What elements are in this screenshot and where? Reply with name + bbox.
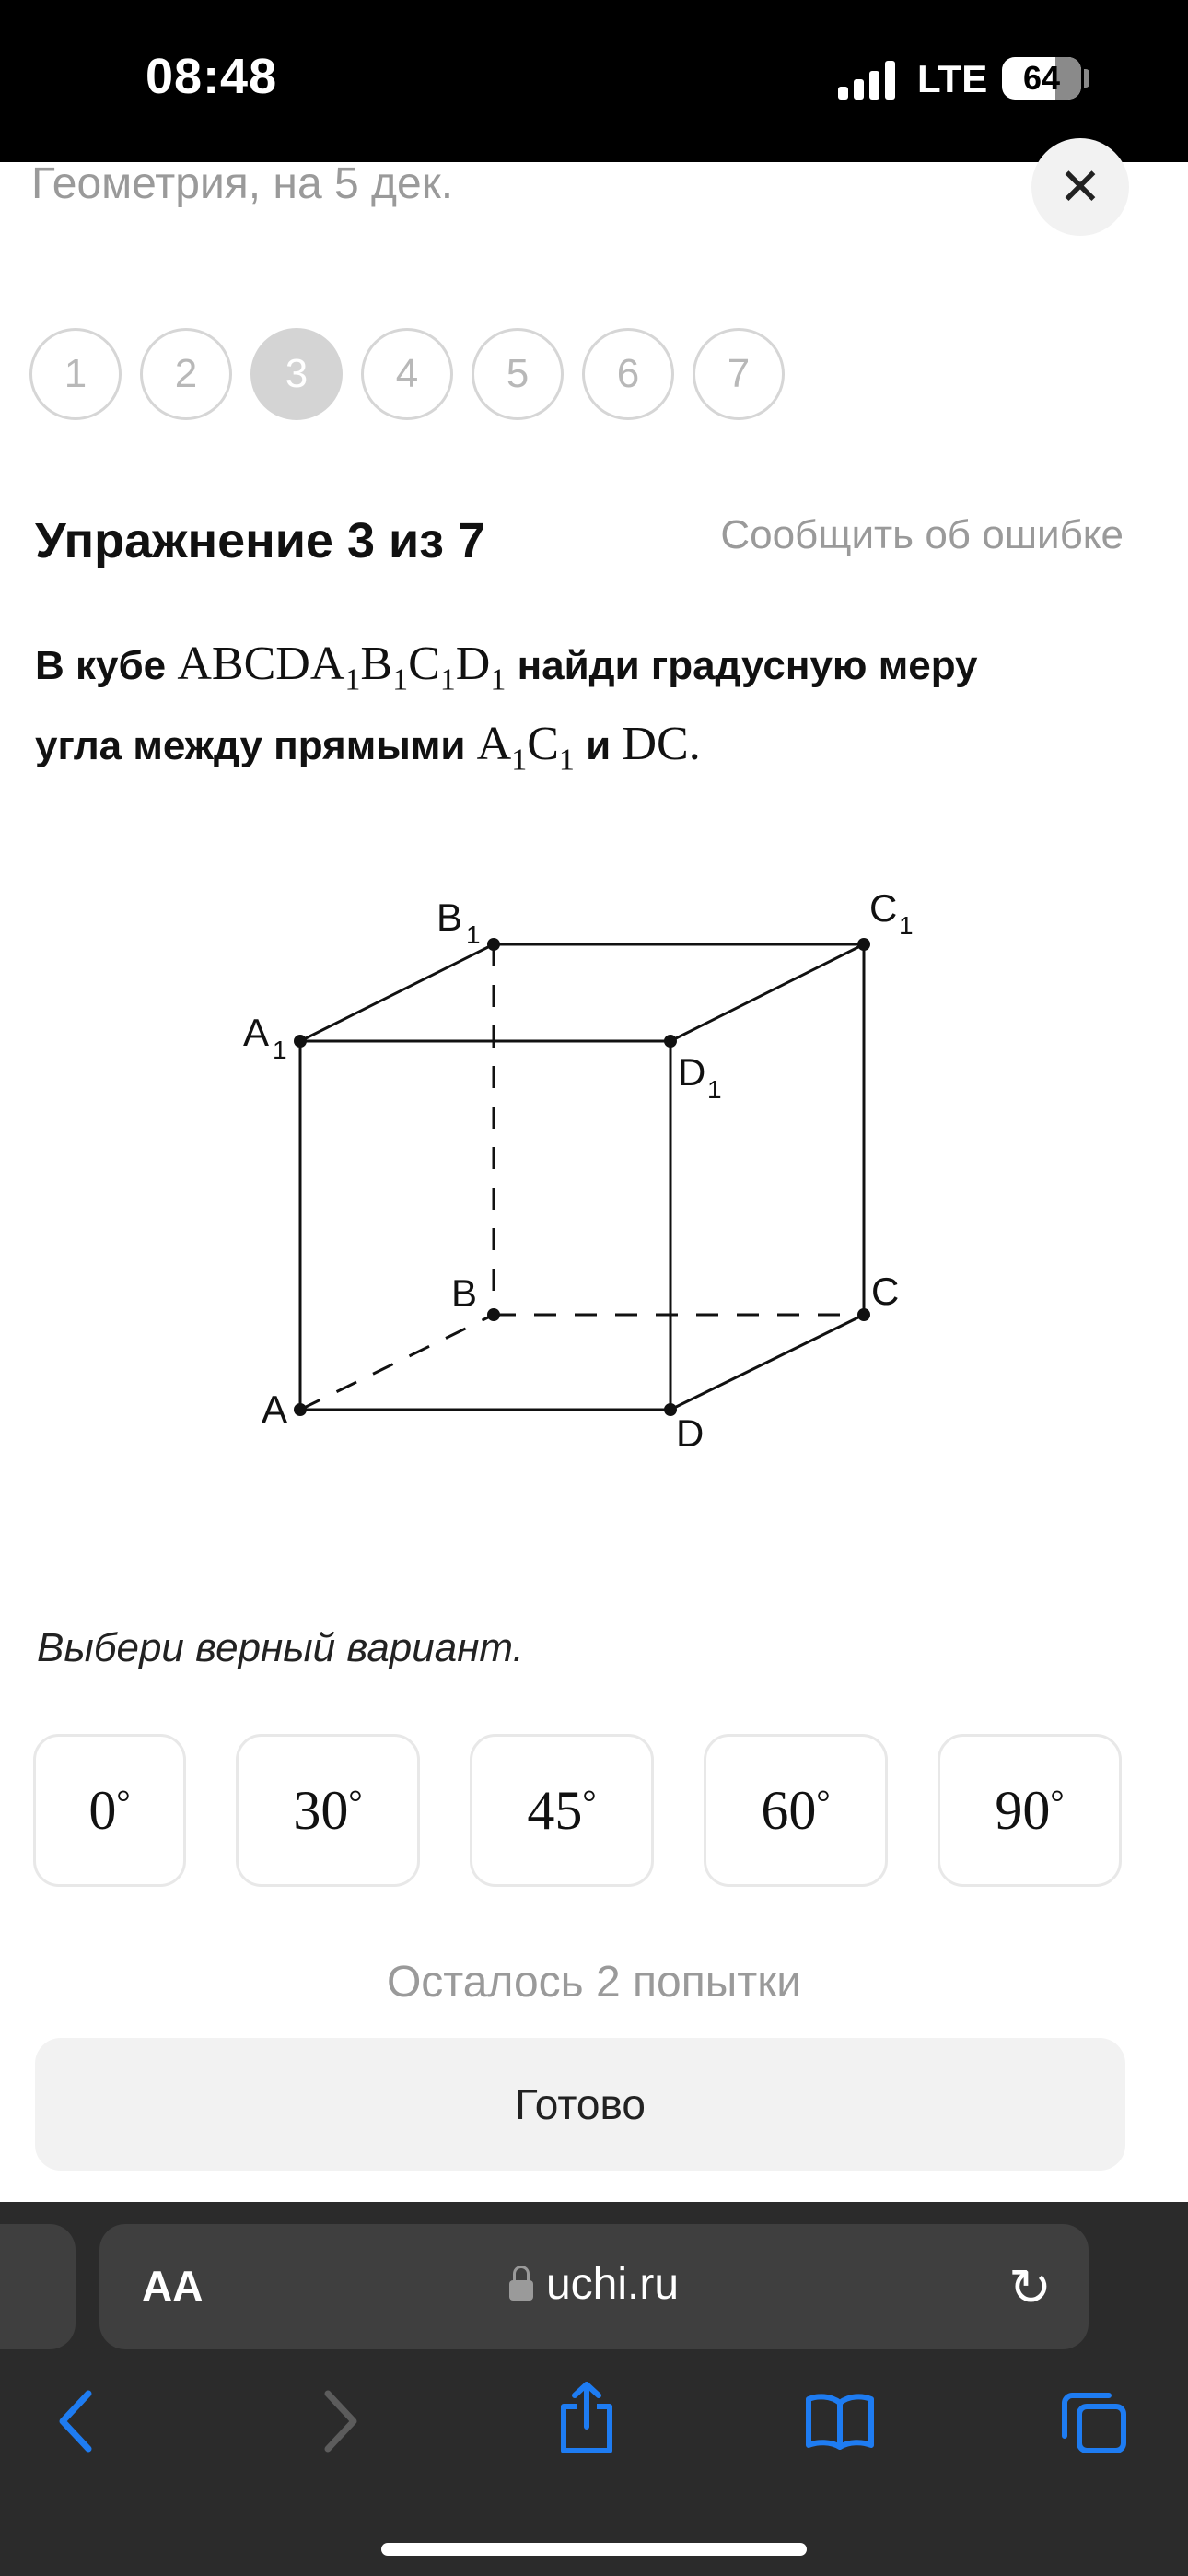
forward-icon[interactable]: [309, 2386, 365, 2456]
vertex-c1: [857, 938, 870, 951]
label-b1-sub: 1: [466, 920, 481, 949]
vertex-b: [487, 1308, 500, 1321]
share-icon[interactable]: [556, 2379, 617, 2456]
vertex-c: [857, 1308, 870, 1321]
close-button[interactable]: [1031, 138, 1129, 236]
label-b1: B: [437, 896, 463, 939]
edge-dc: [670, 1315, 864, 1410]
label-d1: D: [678, 1050, 706, 1094]
vertex-d: [664, 1403, 677, 1416]
back-icon[interactable]: [52, 2386, 107, 2456]
label-b: B: [451, 1271, 478, 1315]
step-4[interactable]: 4: [361, 328, 453, 420]
cube-figure: [0, 857, 1188, 1502]
battery-icon: [1002, 57, 1081, 100]
label-a1-sub: 1: [273, 1036, 287, 1064]
bookmarks-icon[interactable]: [805, 2392, 875, 2451]
battery-tip: [1084, 69, 1089, 88]
step-7[interactable]: 7: [693, 328, 785, 420]
exercise-title: Упражнение 3 из 7: [35, 513, 486, 568]
reader-settings-button[interactable]: AA: [142, 2262, 204, 2310]
label-d: D: [676, 1411, 705, 1455]
cube-name: $ABCDA_1B_1C_1D_1$: [177, 638, 507, 697]
lesson-title: Геометрия, на 5 дек.: [31, 159, 454, 208]
question-period: .: [688, 718, 701, 771]
status-bar: [0, 0, 1188, 162]
report-error-link[interactable]: Сообщить об ошибке: [720, 512, 1124, 557]
label-c1: C: [869, 886, 898, 930]
label-d1-sub: 1: [707, 1075, 722, 1104]
question-text: [35, 632, 1140, 793]
line-a1c1: $A_1C_1$: [476, 718, 575, 778]
attempts-left: Осталось 2 попытки: [386, 1958, 802, 2007]
close-icon: ✕: [1058, 158, 1102, 216]
url-text[interactable]: uchi.ru: [99, 2259, 1089, 2310]
label-a1: A: [243, 1011, 270, 1054]
edge-d1c1: [670, 944, 864, 1041]
option-90[interactable]: 90 °: [938, 1734, 1122, 1887]
vertex-a: [294, 1403, 307, 1416]
hint-text: Выбери верный вариант.: [37, 1625, 524, 1670]
option-0[interactable]: 0 °: [33, 1734, 186, 1887]
question-part: угла между прямыми: [35, 723, 466, 769]
vertex-a1: [294, 1035, 307, 1048]
question-part: и: [586, 723, 611, 769]
step-5[interactable]: 5: [472, 328, 564, 420]
vertex-b1: [487, 938, 500, 951]
reload-icon[interactable]: ↻: [1008, 2258, 1052, 2316]
step-2[interactable]: 2: [140, 328, 232, 420]
option-30[interactable]: 30 °: [236, 1734, 420, 1887]
done-button[interactable]: Готово: [35, 2038, 1125, 2171]
step-3[interactable]: 3: [250, 328, 343, 420]
line-dc: DC: [622, 718, 689, 771]
address-bar[interactable]: [99, 2224, 1089, 2349]
browser-toolbar: [0, 2202, 1188, 2576]
battery-level: 64: [1022, 59, 1061, 97]
previous-tab[interactable]: [0, 2224, 76, 2349]
question-part: В кубе: [35, 643, 167, 688]
home-indicator: [381, 2543, 807, 2556]
step-6[interactable]: 6: [582, 328, 674, 420]
signal-icon: [838, 61, 895, 100]
lock-icon: [509, 2280, 533, 2301]
status-time: 08:48: [146, 49, 278, 104]
label-a: A: [262, 1388, 288, 1431]
step-1[interactable]: 1: [29, 328, 122, 420]
option-45[interactable]: 45 °: [470, 1734, 654, 1887]
network-type: LTE: [917, 57, 988, 100]
label-c1-sub: 1: [899, 911, 914, 940]
edge-a1b1: [300, 944, 494, 1041]
edge-ab: [300, 1315, 494, 1410]
label-c: C: [871, 1270, 900, 1313]
question-part: найди градусную меру: [517, 643, 978, 688]
tabs-icon[interactable]: [1059, 2386, 1129, 2456]
vertex-d1: [664, 1035, 677, 1048]
option-60[interactable]: 60 °: [704, 1734, 888, 1887]
